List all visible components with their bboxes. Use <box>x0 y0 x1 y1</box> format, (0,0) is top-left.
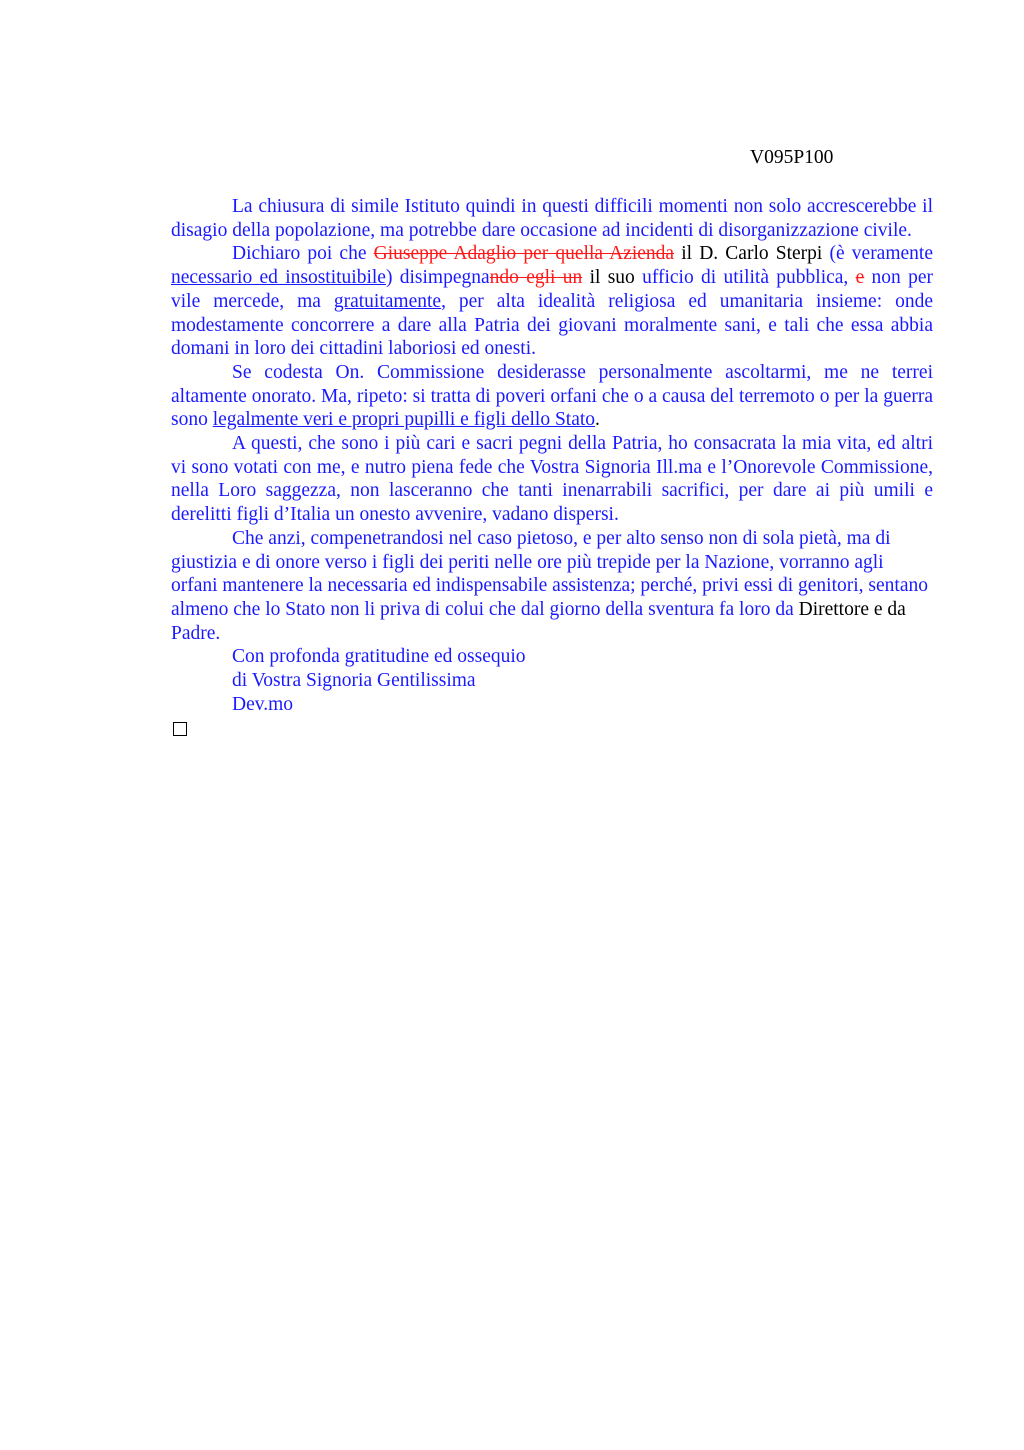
underlined-text: necessario ed insostituibile <box>171 267 386 289</box>
closing-line-1: Con profonda gratitudine ed ossequio <box>232 646 526 668</box>
black-text: Direttore e da <box>798 598 906 620</box>
text-segment: non per vile mercede, ma <box>171 267 933 312</box>
deleted-text: e <box>855 267 865 289</box>
page-id: V095P100 <box>750 147 834 168</box>
text-segment: Se codesta On. Commissione desiderasse personalmente ascoltarmi, me ne terrei altamente onorato. Ma, ripeto: si tratta di poveri orfani che o a causa del terremoto o per la guerra sono <box>171 361 933 431</box>
underlined-text: legalmente veri e propri pupilli e figli dello Stato <box>212 409 596 431</box>
paragraph-text: A questi, che sono i più cari e sacri pegni della Patria, ho consacrata la mia vita, ed altri vi sono votati con me, e nutro piena fede che Vostra Signoria Ill.ma e l’Onorevole Commissione, nella Loro saggezza, non lasceranno che tanti inenarrabili sacrifici, per dare ai più umili e derelitti figli d’Italia un onesto avvenire, vadano dispersi. <box>171 433 933 526</box>
text-segment: Dichiaro poi che <box>232 243 374 265</box>
text-segment: (è veramente <box>822 243 933 265</box>
text-segment: Padre. <box>171 622 221 644</box>
black-text: . <box>595 409 600 431</box>
text-segment: Che anzi, compenetrandosi nel caso pietoso, e per alto senso non di sola pietà, ma di giustizia e di onore verso i figli dei periti nelle ore più trepide per la Nazione, vorranno agli orfani mantenere la necessaria ed indispensabile assistenza; perché, privi essi di genitori, sentano almeno che lo Stato non li priva di colui che dal giorno della sventura fa loro da <box>171 527 928 620</box>
paragraph-appeal <box>171 527 933 646</box>
deleted-text: Giuseppe Adaglio per quella Azienda <box>373 243 675 265</box>
black-text: il suo <box>582 267 635 289</box>
text-segment: ufficio di utilità pubblica, <box>634 267 856 289</box>
text-segment: ) disimpegna <box>385 267 490 289</box>
underlined-text: gratuitamente <box>333 290 442 312</box>
letter-body <box>171 195 933 743</box>
paragraph-commission <box>171 361 933 432</box>
end-marker <box>171 716 933 743</box>
closing-signature: Dev.mo <box>232 693 294 715</box>
paragraph-text: La chiusura di simile Istituto quindi in questi difficili momenti non solo accrescerebbe il disagio della popolazione, ma potrebbe dare occasione ad incidenti di disorganizzazione civile. <box>171 196 933 241</box>
black-text: il D. Carlo Sterpi <box>674 243 823 265</box>
paragraph-closure <box>171 195 933 242</box>
closing-line-2: di Vostra Signoria Gentilissima <box>232 670 476 692</box>
text-segment: , per alta idealità religiosa ed umanitaria insieme: onde modestamente concorrere a dare alla Patria dei giovani moralmente sani, e tali che essa abbia domani in loro dei cittadini laboriosi ed onesti. <box>171 290 933 360</box>
square-icon <box>173 722 187 736</box>
paragraph-declaration <box>171 242 933 361</box>
paragraph-dedication <box>171 432 933 527</box>
deleted-text: ndo egli un <box>489 267 583 289</box>
